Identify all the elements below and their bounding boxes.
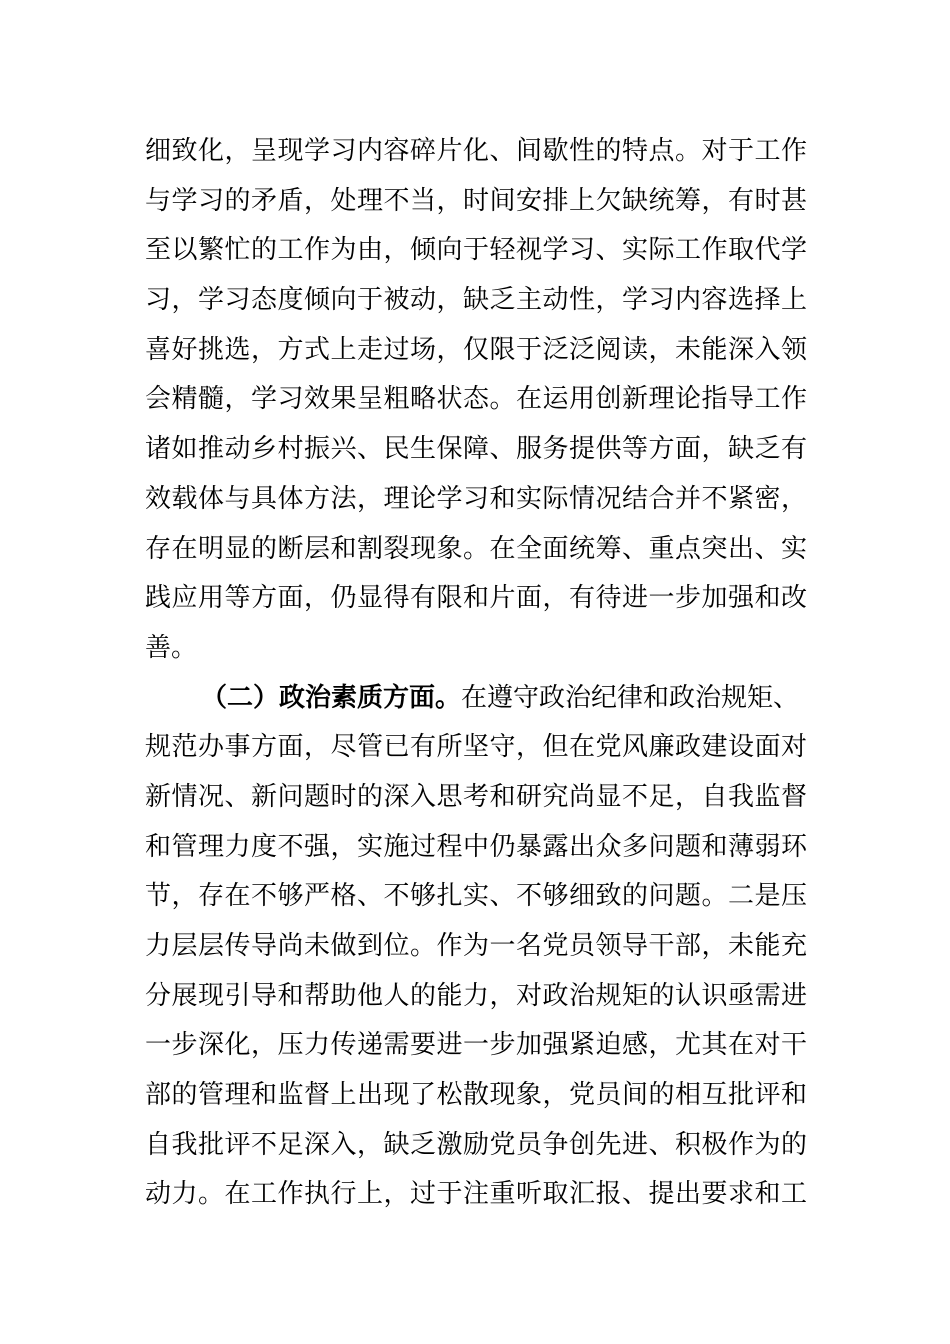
document-page xyxy=(145,127,807,1220)
section-heading: （二）政治素质方面。 xyxy=(201,682,462,713)
text-line: 诸如推动乡村振兴、民生保障、服务提供等方面，缺乏有 xyxy=(145,434,807,465)
text-line: 力层层传导尚未做到位。作为一名党员领导干部，未能充 xyxy=(145,931,807,961)
section-first-line xyxy=(145,674,807,724)
text-line: 习，学习态度倾向于被动，缺乏主动性，学习内容选择上 xyxy=(145,285,807,316)
paragraph-2 xyxy=(145,674,807,1221)
text-line: 会精髓，学习效果呈粗略状态。在运用创新理论指导工作 xyxy=(145,384,807,415)
text-line: 新情况、新问题时的深入思考和研究尚显不足，自我监督 xyxy=(145,781,807,812)
text-line: 节，存在不够严格、不够扎实、不够细致的问题。二是压 xyxy=(145,881,807,912)
text-line: 部的管理和监督上出现了松散现象，党员间的相互批评和 xyxy=(145,1080,807,1111)
text-line: 动力。在工作执行上，过于注重听取汇报、提出要求和工 xyxy=(145,1179,807,1210)
text-span: 在遵守政治纪律和政治规矩、 xyxy=(461,682,800,713)
text-line: 至以繁忙的工作为由，倾向于轻视学习、实际工作取代学 xyxy=(145,235,807,266)
text-line: 分展现引导和帮助他人的能力，对政治规矩的认识亟需进 xyxy=(145,980,807,1011)
text-line: 一步深化，压力传递需要进一步加强紧迫感，尤其在对干 xyxy=(145,1030,807,1061)
text-line: 规范办事方面，尽管已有所坚守，但在党风廉政建设面对 xyxy=(145,732,807,763)
text-line: 和管理力度不强，实施过程中仍暴露出众多问题和薄弱环 xyxy=(145,831,807,862)
text-line: 与学习的矛盾，处理不当，时间安排上欠缺统筹，有时甚 xyxy=(145,185,807,216)
text-line: 自我批评不足深入，缺乏激励党员争创先进、积极作为的 xyxy=(145,1129,807,1160)
text-line: 喜好挑选，方式上走过场，仅限于泛泛阅读，未能深入领 xyxy=(145,334,807,365)
text-line: 细致化，呈现学习内容碎片化、间歇性的特点。对于工作 xyxy=(145,136,807,166)
paragraph-1 xyxy=(145,127,807,674)
text-line: 效载体与具体方法，理论学习和实际情况结合并不紧密， xyxy=(145,483,807,514)
text-line: 存在明显的断层和割裂现象。在全面统筹、重点突出、实 xyxy=(145,533,807,564)
text-line: 善。 xyxy=(145,632,198,663)
text-line: 践应用等方面，仍显得有限和片面，有待进一步加强和改 xyxy=(145,583,807,614)
